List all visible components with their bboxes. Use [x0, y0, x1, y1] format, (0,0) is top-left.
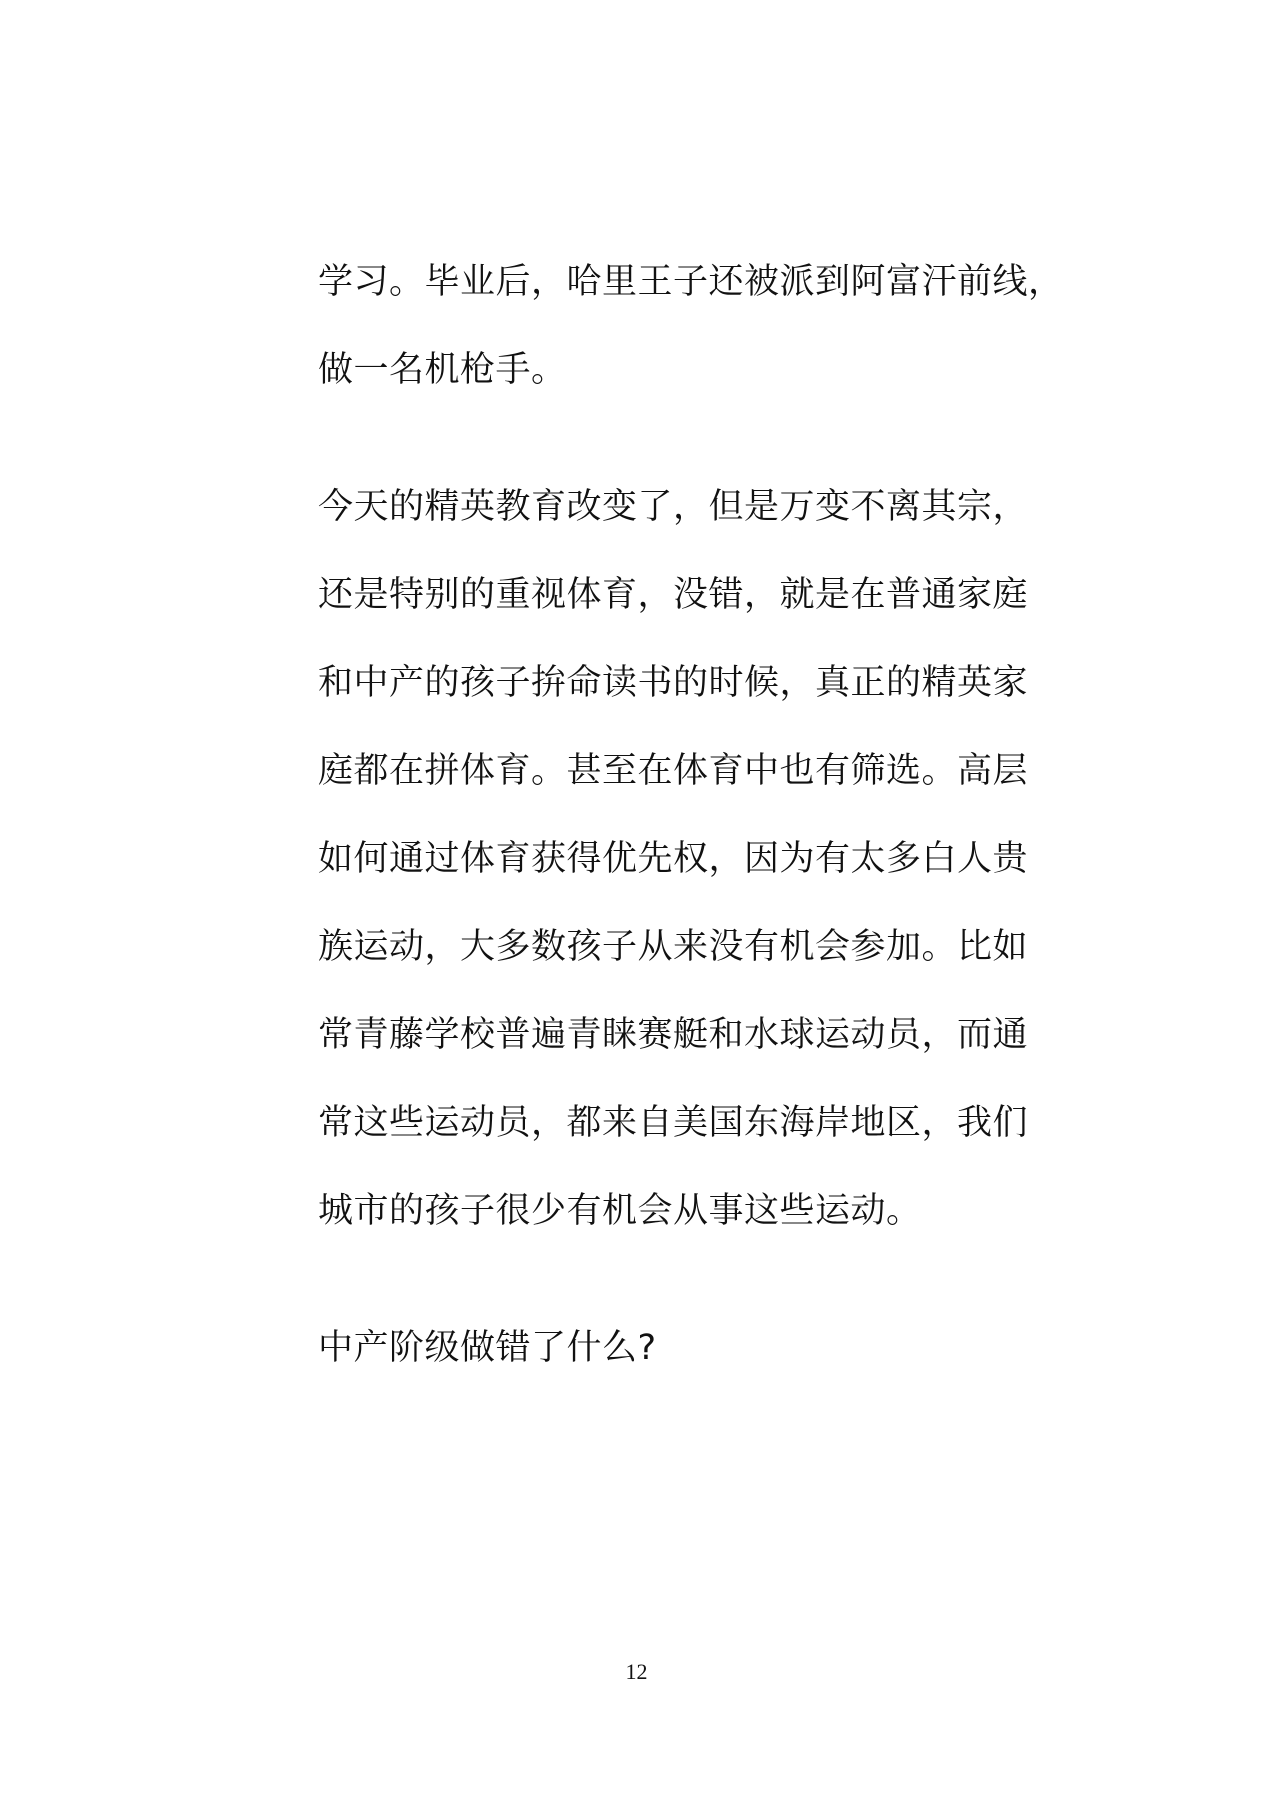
page-number: 12 — [625, 1659, 648, 1684]
text-line: 族运动，大多数孩子从来没有机会参加。比如 — [318, 927, 1029, 967]
section-question: 中产阶级做错了什么? — [318, 1328, 657, 1368]
text-line: 学习。毕业后，哈里王子还被派到阿富汗前线， — [318, 262, 1064, 302]
text-line: 常这些运动员，都来自美国东海岸地区，我们 — [318, 1103, 1029, 1143]
text-line: 如何通过体育获得优先权，因为有太多白人贵 — [318, 839, 1029, 879]
text-line: 今天的精英教育改变了，但是万变不离其宗， — [318, 487, 1029, 527]
text-line: 庭都在拼体育。甚至在体育中也有筛选。高层 — [318, 751, 1029, 791]
text-line: 常青藤学校普遍青睐赛艇和水球运动员，而通 — [318, 1015, 1029, 1055]
text-line: 做一名机枪手。 — [318, 350, 567, 390]
text-line: 还是特别的重视体育，没错，就是在普通家庭 — [318, 575, 1029, 615]
text-line: 和中产的孩子拚命读书的时候，真正的精英家 — [318, 663, 1029, 703]
text-line: 城市的孩子很少有机会从事这些运动。 — [318, 1191, 922, 1231]
